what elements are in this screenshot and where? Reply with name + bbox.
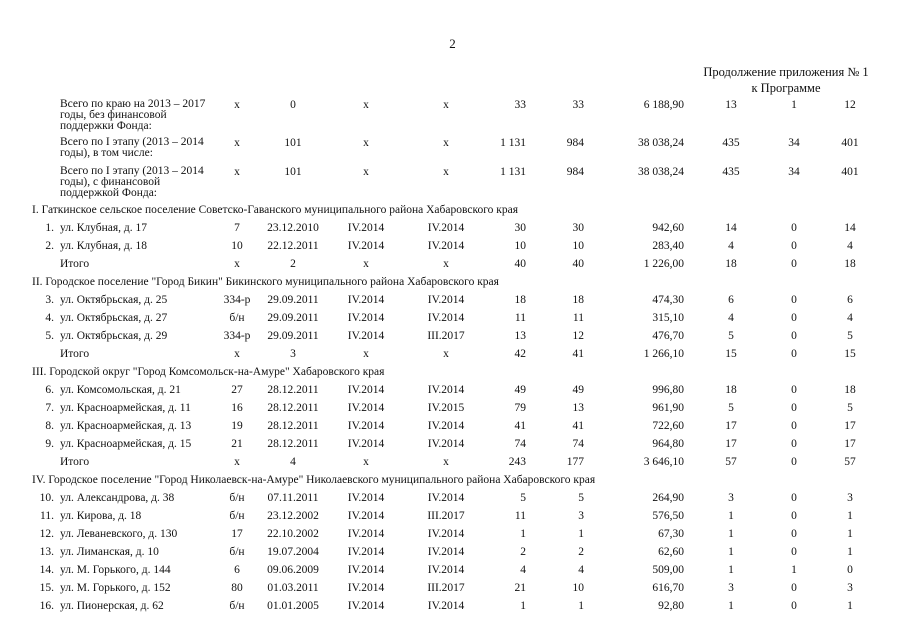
row-number: 6. [45,384,54,396]
cell-c3: IV.2014 [347,384,385,396]
cell-c7: 476,70 [652,330,684,342]
cell-c5: 1 131 [500,166,526,178]
row-number: 2. [45,240,54,252]
table-row [0,510,905,528]
cell-c9: 0 [791,420,797,432]
cell-c8: 3 [728,492,734,504]
cell-c10: 5 [847,330,853,342]
cell-c5: 74 [514,438,526,450]
cell-c1: x [234,258,240,270]
row-number: 15. [39,582,54,594]
cell-c4: IV.2014 [427,492,465,504]
continuation-title [686,64,886,96]
cell-c5: 1 [520,528,526,540]
cell-c8: 5 [728,402,734,414]
cell-c2: 01.01.2005 [267,600,319,612]
cell-c2: 01.03.2011 [267,582,319,594]
cell-c4: IV.2014 [427,528,465,540]
row-number: 4. [45,312,54,324]
cell-c8: 4 [728,312,734,324]
row-name: Итого [60,258,90,270]
row-name: ул. Октябрьская, д. 29 [60,330,168,342]
cell-c10: 3 [847,492,853,504]
cell-c1: б/н [229,492,245,504]
cell-c8: 14 [725,222,737,234]
cell-c7: 1 266,10 [643,348,684,360]
cell-c5: 13 [514,330,526,342]
cell-c1: б/н [229,510,245,522]
cell-c9: 34 [788,137,800,149]
cell-c4: IV.2014 [427,384,465,396]
cell-c3: x [363,99,369,111]
cell-c6: 74 [572,438,584,450]
cell-c5: 243 [508,456,526,468]
cell-c5: 11 [514,510,526,522]
cell-c8: 4 [728,240,734,252]
cell-c1: б/н [229,546,245,558]
row-name: ул. М. Горького, д. 144 [60,564,171,576]
row-number: 5. [45,330,54,342]
row-number: 12. [39,528,54,540]
cell-c6: 4 [578,564,584,576]
cell-c3: IV.2014 [347,222,385,234]
cell-c5: 4 [520,564,526,576]
table-row [0,528,905,546]
cell-c9: 0 [791,222,797,234]
row-number: 13. [39,546,54,558]
cell-c4: IV.2015 [427,402,465,414]
cell-c8: 1 [728,564,734,576]
cell-c7: 576,50 [652,510,684,522]
row-name: ул. Комсомольская, д. 21 [60,384,181,396]
summary-row [0,165,905,199]
cell-c4: III.2017 [427,510,465,522]
cell-c3: x [363,137,369,149]
table-row [0,492,905,510]
row-number: 16. [39,600,54,612]
cell-c3: IV.2014 [347,492,385,504]
cell-c3: IV.2014 [347,240,385,252]
section-title: III. Городской округ "Город Комсомольск-на-Амуре" Хабаровского края [32,366,385,378]
cell-c2: 4 [290,456,296,468]
cell-c10: 3 [847,582,853,594]
cell-c10: 12 [844,99,856,111]
table-row [0,564,905,582]
cell-c7: 509,00 [652,564,684,576]
cell-c2: 22.10.2002 [267,528,319,540]
cell-c2: 23.12.2002 [267,510,319,522]
total-row [0,258,905,276]
cell-c7: 315,10 [652,312,684,324]
cell-c10: 1 [847,546,853,558]
cell-c5: 10 [514,240,526,252]
cell-c8: 18 [725,384,737,396]
cell-c7: 964,80 [652,438,684,450]
cell-c9: 0 [791,600,797,612]
cell-c1: 16 [231,402,243,414]
row-name: ул. Лиманская, д. 10 [60,546,159,558]
table-row [0,546,905,564]
cell-c8: 57 [725,456,737,468]
cell-c1: 21 [231,438,243,450]
cell-c6: 30 [572,222,584,234]
cell-c4: x [443,166,449,178]
cell-c4: x [443,348,449,360]
cell-c8: 1 [728,546,734,558]
table-row [0,330,905,348]
cell-c2: 0 [290,99,296,111]
row-name: Всего по I этапу (2013 – 2014 годы), в том числе: [60,136,204,159]
row-name: Всего по I этапу (2013 – 2014 годы), с финансовой поддержкой Фонда: [60,165,204,199]
cell-c1: 7 [234,222,240,234]
cell-c7: 38 038,24 [638,166,684,178]
cell-c2: 07.11.2011 [267,492,319,504]
cell-c5: 41 [514,420,526,432]
cell-c9: 1 [791,564,797,576]
table-row [0,384,905,402]
cell-c9: 0 [791,348,797,360]
cell-c5: 1 131 [500,137,526,149]
cell-c7: 92,80 [658,600,684,612]
cell-c7: 3 646,10 [643,456,684,468]
cell-c9: 0 [791,258,797,270]
cell-c5: 5 [520,492,526,504]
cell-c10: 17 [844,420,856,432]
cell-c8: 5 [728,330,734,342]
cell-c4: IV.2014 [427,294,465,306]
cell-c7: 6 188,90 [643,99,684,111]
row-number: 9. [45,438,54,450]
cell-c4: IV.2014 [427,546,465,558]
cell-c7: 62,60 [658,546,684,558]
cell-c4: IV.2014 [427,312,465,324]
row-number: 8. [45,420,54,432]
cell-c5: 33 [514,99,526,111]
cell-c9: 0 [791,438,797,450]
section-title: IV. Городское поселение "Город Николаевск-на-Амуре" Николаевского муниципального района Хабаровского края [32,474,596,486]
cell-c10: 17 [844,438,856,450]
row-name: ул. Клубная, д. 17 [60,222,147,234]
row-number: 11. [40,510,54,522]
cell-c2: 2 [290,258,296,270]
cell-c3: IV.2014 [347,312,385,324]
cell-c7: 474,30 [652,294,684,306]
cell-c1: x [234,99,240,111]
cell-c3: IV.2014 [347,582,385,594]
cell-c7: 961,90 [652,402,684,414]
total-row [0,456,905,474]
total-row [0,348,905,366]
cell-c3: x [363,348,369,360]
cell-c6: 984 [566,137,584,149]
cell-c3: IV.2014 [347,330,385,342]
cell-c1: 27 [231,384,243,396]
cell-c1: б/н [229,600,245,612]
cell-c7: 942,60 [652,222,684,234]
row-number: 3. [45,294,54,306]
cell-c1: x [234,137,240,149]
table-row [0,312,905,330]
cell-c8: 1 [728,600,734,612]
cell-c10: 1 [847,510,853,522]
cell-c8: 435 [722,166,740,178]
cell-c9: 1 [791,99,797,111]
cell-c1: x [234,166,240,178]
cell-c7: 616,70 [652,582,684,594]
cell-c7: 996,80 [652,384,684,396]
cell-c4: x [443,258,449,270]
cell-c8: 17 [725,420,737,432]
cell-c4: IV.2014 [427,600,465,612]
cell-c8: 18 [725,258,737,270]
row-name: Всего по краю на 2013 – 2017 годы, без финансовой поддержки Фонда: [60,98,206,132]
cell-c5: 30 [514,222,526,234]
cell-c5: 49 [514,384,526,396]
cell-c10: 14 [844,222,856,234]
cell-c3: x [363,166,369,178]
table-row [0,402,905,420]
cell-c9: 34 [788,166,800,178]
cell-c2: 29.09.2011 [267,330,319,342]
cell-c10: 1 [847,528,853,540]
cell-c9: 0 [791,330,797,342]
cell-c7: 722,60 [652,420,684,432]
cell-c6: 1 [578,528,584,540]
table-row [0,240,905,258]
cell-c6: 11 [572,312,584,324]
cell-c8: 13 [725,99,737,111]
summary-row [0,98,905,132]
cell-c2: 28.12.2011 [267,402,319,414]
cell-c2: 09.06.2009 [267,564,319,576]
cell-c7: 38 038,24 [638,137,684,149]
cell-c6: 33 [572,99,584,111]
cell-c6: 1 [578,600,584,612]
cell-c4: IV.2014 [427,222,465,234]
cell-c4: IV.2014 [427,564,465,576]
table-row [0,438,905,456]
cell-c2: 28.12.2011 [267,438,319,450]
row-name: ул. Красноармейская, д. 11 [60,402,191,414]
table-row [0,222,905,240]
table-row [0,294,905,312]
cell-c10: 18 [844,384,856,396]
cell-c2: 19.07.2004 [267,546,319,558]
cell-c8: 17 [725,438,737,450]
cell-c1: 19 [231,420,243,432]
cell-c6: 49 [572,384,584,396]
cell-c3: IV.2014 [347,546,385,558]
cell-c2: 3 [290,348,296,360]
cell-c2: 22.12.2011 [267,240,319,252]
cell-c1: 17 [231,528,243,540]
row-name: ул. Александрова, д. 38 [60,492,175,504]
section-title: I. Гаткинское сельское поселение Советско-Гаванского муниципального района Хабаровского края [32,204,518,216]
cell-c9: 0 [791,492,797,504]
row-number: 14. [39,564,54,576]
continuation-line-1: Продолжение приложения № 1 [703,65,869,79]
cell-c6: 40 [572,258,584,270]
cell-c9: 0 [791,312,797,324]
cell-c4: III.2017 [427,330,465,342]
cell-c6: 41 [572,420,584,432]
cell-c3: IV.2014 [347,420,385,432]
cell-c5: 40 [514,258,526,270]
cell-c3: IV.2014 [347,438,385,450]
cell-c3: x [363,258,369,270]
row-name: ул. Кирова, д. 18 [60,510,142,522]
row-number: 1. [45,222,54,234]
cell-c3: IV.2014 [347,600,385,612]
cell-c5: 2 [520,546,526,558]
table-row [0,582,905,600]
cell-c6: 13 [572,402,584,414]
cell-c10: 401 [841,166,859,178]
cell-c9: 0 [791,510,797,522]
row-name: ул. Октябрьская, д. 25 [60,294,168,306]
cell-c2: 101 [284,137,302,149]
cell-c5: 21 [514,582,526,594]
row-number: 10. [39,492,54,504]
cell-c10: 401 [841,137,859,149]
cell-c10: 0 [847,564,853,576]
cell-c9: 0 [791,402,797,414]
cell-c1: б/н [229,312,245,324]
summary-row [0,136,905,159]
cell-c9: 0 [791,294,797,306]
cell-c10: 1 [847,600,853,612]
section-title: II. Городское поселение "Город Бикин" Бикинского муниципального района Хабаровского края [32,276,499,288]
cell-c10: 6 [847,294,853,306]
cell-c3: IV.2014 [347,294,385,306]
row-name: ул. Пионерская, д. 62 [60,600,164,612]
cell-c1: 334-р [223,330,251,342]
row-name: ул. Красноармейская, д. 13 [60,420,192,432]
table-row [0,420,905,438]
cell-c8: 1 [728,510,734,522]
cell-c6: 3 [578,510,584,522]
cell-c4: x [443,137,449,149]
cell-c10: 15 [844,348,856,360]
cell-c10: 57 [844,456,856,468]
cell-c10: 4 [847,312,853,324]
cell-c10: 4 [847,240,853,252]
cell-c3: IV.2014 [347,564,385,576]
cell-c9: 0 [791,546,797,558]
cell-c6: 18 [572,294,584,306]
cell-c2: 29.09.2011 [267,312,319,324]
cell-c1: 334-р [223,294,251,306]
cell-c5: 18 [514,294,526,306]
cell-c5: 79 [514,402,526,414]
cell-c5: 42 [514,348,526,360]
cell-c10: 5 [847,402,853,414]
row-name: ул. М. Горького, д. 152 [60,582,171,594]
cell-c1: x [234,456,240,468]
cell-c4: III.2017 [427,582,465,594]
cell-c4: IV.2014 [427,438,465,450]
cell-c8: 435 [722,137,740,149]
cell-c5: 11 [514,312,526,324]
cell-c9: 0 [791,240,797,252]
cell-c4: IV.2014 [427,420,465,432]
cell-c6: 41 [572,348,584,360]
row-name: Итого [60,456,90,468]
cell-c7: 283,40 [652,240,684,252]
table-row [0,600,905,618]
cell-c1: 10 [231,240,243,252]
cell-c6: 2 [578,546,584,558]
cell-c9: 0 [791,384,797,396]
row-name: ул. Октябрьская, д. 27 [60,312,168,324]
cell-c7: 264,90 [652,492,684,504]
cell-c7: 1 226,00 [643,258,684,270]
cell-c4: x [443,456,449,468]
cell-c10: 18 [844,258,856,270]
cell-c3: IV.2014 [347,528,385,540]
continuation-line-2: к Программе [751,81,821,95]
cell-c2: 28.12.2011 [267,384,319,396]
cell-c1: x [234,348,240,360]
cell-c1: 6 [234,564,240,576]
cell-c4: x [443,99,449,111]
cell-c2: 28.12.2011 [267,420,319,432]
cell-c6: 177 [566,456,584,468]
row-name: ул. Леваневского, д. 130 [60,528,178,540]
cell-c6: 12 [572,330,584,342]
cell-c8: 1 [728,528,734,540]
cell-c6: 10 [572,240,584,252]
cell-c3: x [363,456,369,468]
cell-c6: 984 [566,166,584,178]
row-number: 7. [45,402,54,414]
cell-c9: 0 [791,528,797,540]
cell-c3: IV.2014 [347,402,385,414]
cell-c6: 5 [578,492,584,504]
row-name: ул. Красноармейская, д. 15 [60,438,192,450]
cell-c9: 0 [791,582,797,594]
cell-c2: 101 [284,166,302,178]
cell-c2: 29.09.2011 [267,294,319,306]
cell-c9: 0 [791,456,797,468]
cell-c8: 15 [725,348,737,360]
row-name: Итого [60,348,90,360]
cell-c4: IV.2014 [427,240,465,252]
cell-c5: 1 [520,600,526,612]
cell-c8: 3 [728,582,734,594]
page-number: 2 [449,36,456,51]
cell-c7: 67,30 [658,528,684,540]
cell-c6: 10 [572,582,584,594]
cell-c2: 23.12.2010 [267,222,319,234]
cell-c1: 80 [231,582,243,594]
cell-c8: 6 [728,294,734,306]
row-name: ул. Клубная, д. 18 [60,240,147,252]
cell-c3: IV.2014 [347,510,385,522]
